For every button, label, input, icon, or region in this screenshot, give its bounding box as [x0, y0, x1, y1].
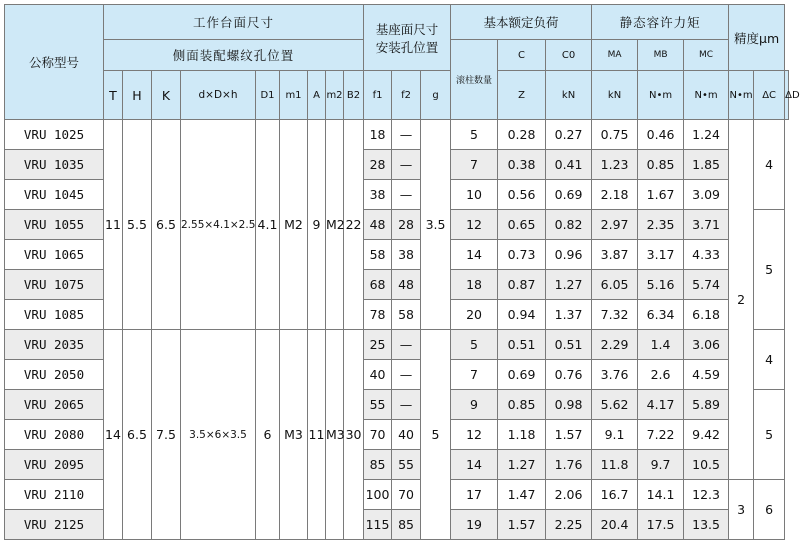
g2-m1: M3 — [280, 330, 308, 540]
delta-c-2: 3 — [729, 480, 754, 540]
g1-g: 3.5 — [421, 120, 451, 330]
ma-cell: 3.76 — [592, 360, 638, 390]
z-cell: 10 — [451, 180, 498, 210]
mc-cell: 3.09 — [684, 180, 729, 210]
g2-ddh: 3.5×6×3.5 — [181, 330, 256, 540]
g1-a: 9 — [308, 120, 326, 330]
g1-ddh: 2.55×4.1×2.5 — [181, 120, 256, 330]
c-cell: 0.69 — [498, 360, 546, 390]
ma-cell: 11.8 — [592, 450, 638, 480]
mc-cell: 1.85 — [684, 150, 729, 180]
z-cell: 14 — [451, 450, 498, 480]
f2-cell: — — [392, 330, 421, 360]
header-moment: 静态容许力矩 — [592, 5, 729, 40]
header-b2: B2 — [344, 71, 364, 120]
mb-cell: 3.17 — [638, 240, 684, 270]
z-cell: 17 — [451, 480, 498, 510]
g2-d1: 6 — [256, 330, 280, 540]
model-cell: VRU 2035 — [5, 330, 104, 360]
c0-cell: 1.37 — [546, 300, 592, 330]
mb-cell: 9.7 — [638, 450, 684, 480]
model-cell: VRU 2095 — [5, 450, 104, 480]
model-cell: VRU 1065 — [5, 240, 104, 270]
ma-cell: 1.23 — [592, 150, 638, 180]
model-cell: VRU 1075 — [5, 270, 104, 300]
ma-cell: 2.18 — [592, 180, 638, 210]
model-cell: VRU 2065 — [5, 390, 104, 420]
header-m2: m2 — [326, 71, 344, 120]
g2-h: 6.5 — [123, 330, 152, 540]
z-cell: 5 — [451, 330, 498, 360]
header-roller-count: 滚柱数量 — [451, 40, 498, 120]
header-c0: C0 — [546, 40, 592, 71]
f1-cell: 28 — [364, 150, 392, 180]
table-row — [5, 120, 789, 150]
header-d1: D1 — [256, 71, 280, 120]
z-cell: 12 — [451, 210, 498, 240]
c0-cell: 0.27 — [546, 120, 592, 150]
mc-cell: 3.06 — [684, 330, 729, 360]
header-precision: 精度μm — [729, 5, 785, 71]
f1-cell: 48 — [364, 210, 392, 240]
model-cell: VRU 2125 — [5, 510, 104, 540]
g1-k: 6.5 — [152, 120, 181, 330]
ma-cell: 9.1 — [592, 420, 638, 450]
model-cell: VRU 1085 — [5, 300, 104, 330]
z-cell: 12 — [451, 420, 498, 450]
header-f2: f2 — [392, 71, 421, 120]
f1-cell: 25 — [364, 330, 392, 360]
mb-cell: 2.35 — [638, 210, 684, 240]
c-cell: 0.51 — [498, 330, 546, 360]
delta-c-1: 2 — [729, 120, 754, 480]
g1-h: 5.5 — [123, 120, 152, 330]
model-cell: VRU 2080 — [5, 420, 104, 450]
z-cell: 7 — [451, 150, 498, 180]
mb-cell: 6.34 — [638, 300, 684, 330]
mb-cell: 17.5 — [638, 510, 684, 540]
f1-cell: 58 — [364, 240, 392, 270]
z-cell: 14 — [451, 240, 498, 270]
mb-cell: 0.46 — [638, 120, 684, 150]
mc-cell: 1.24 — [684, 120, 729, 150]
mb-cell: 5.16 — [638, 270, 684, 300]
model-cell: VRU 1055 — [5, 210, 104, 240]
header-a: A — [308, 71, 326, 120]
f1-cell: 100 — [364, 480, 392, 510]
f2-cell: 85 — [392, 510, 421, 540]
ma-cell: 0.75 — [592, 120, 638, 150]
delta-d-3: 4 — [754, 330, 785, 390]
header-base-mount — [364, 5, 451, 71]
mb-cell: 1.4 — [638, 330, 684, 360]
c-cell: 1.57 — [498, 510, 546, 540]
header-work-table: 工作台面尺寸 — [104, 5, 364, 40]
c-cell: 0.94 — [498, 300, 546, 330]
c-cell: 0.87 — [498, 270, 546, 300]
delta-d-4: 5 — [754, 390, 785, 480]
f2-cell: — — [392, 360, 421, 390]
c-cell: 0.56 — [498, 180, 546, 210]
f1-cell: 70 — [364, 420, 392, 450]
mb-cell: 2.6 — [638, 360, 684, 390]
g2-g: 5 — [421, 330, 451, 540]
header-f1: f1 — [364, 71, 392, 120]
header-m1: m1 — [280, 71, 308, 120]
z-cell: 20 — [451, 300, 498, 330]
g2-k: 7.5 — [152, 330, 181, 540]
mb-cell: 4.17 — [638, 390, 684, 420]
mb-cell: 1.67 — [638, 180, 684, 210]
header-t: T — [104, 71, 123, 120]
header-c: C — [498, 40, 546, 71]
g2-a: 11 — [308, 330, 326, 540]
spec-table — [4, 4, 800, 540]
mc-cell: 13.5 — [684, 510, 729, 540]
f2-cell: 70 — [392, 480, 421, 510]
f1-cell: 40 — [364, 360, 392, 390]
c0-cell: 1.57 — [546, 420, 592, 450]
mc-cell: 6.18 — [684, 300, 729, 330]
delta-d-1: 4 — [754, 120, 785, 210]
mc-cell: 5.74 — [684, 270, 729, 300]
delta-d-2: 5 — [754, 210, 785, 330]
g2-t: 14 — [104, 330, 123, 540]
header-h: H — [123, 71, 152, 120]
header-ddh: d×D×h — [181, 71, 256, 120]
f2-cell: 48 — [392, 270, 421, 300]
c0-cell: 0.82 — [546, 210, 592, 240]
g1-m2: M2 — [326, 120, 344, 330]
c-cell: 0.85 — [498, 390, 546, 420]
header-side-mount: 侧面装配螺纹孔位置 — [104, 40, 364, 71]
f1-cell: 115 — [364, 510, 392, 540]
c0-cell: 0.98 — [546, 390, 592, 420]
g1-b2: 22 — [344, 120, 364, 330]
header-base-mount-line1: 基座面尺寸 — [375, 21, 439, 37]
header-g: g — [421, 71, 451, 120]
f1-cell: 68 — [364, 270, 392, 300]
ma-cell: 7.32 — [592, 300, 638, 330]
f2-cell: — — [392, 150, 421, 180]
ma-cell: 2.97 — [592, 210, 638, 240]
c0-cell: 2.06 — [546, 480, 592, 510]
c-cell: 1.18 — [498, 420, 546, 450]
header-c0-unit: kN — [592, 71, 638, 120]
z-cell: 9 — [451, 390, 498, 420]
f2-cell: 38 — [392, 240, 421, 270]
c0-cell: 1.76 — [546, 450, 592, 480]
header-delta-c: ΔC — [754, 71, 785, 120]
header-model: 公称型号 — [5, 5, 104, 120]
f2-cell: 55 — [392, 450, 421, 480]
f1-cell: 55 — [364, 390, 392, 420]
ma-cell: 5.62 — [592, 390, 638, 420]
c0-cell: 2.25 — [546, 510, 592, 540]
g1-m1: M2 — [280, 120, 308, 330]
ma-cell: 3.87 — [592, 240, 638, 270]
header-ma: MA — [592, 40, 638, 71]
c0-cell: 0.51 — [546, 330, 592, 360]
f1-cell: 18 — [364, 120, 392, 150]
c0-cell: 0.69 — [546, 180, 592, 210]
c0-cell: 0.41 — [546, 150, 592, 180]
z-cell: 19 — [451, 510, 498, 540]
ma-cell: 2.29 — [592, 330, 638, 360]
ma-cell: 20.4 — [592, 510, 638, 540]
model-cell: VRU 2050 — [5, 360, 104, 390]
f1-cell: 85 — [364, 450, 392, 480]
header-base-mount-line2: 安装孔位置 — [375, 39, 439, 55]
c-cell: 0.65 — [498, 210, 546, 240]
mb-cell: 0.85 — [638, 150, 684, 180]
c-cell: 0.28 — [498, 120, 546, 150]
header-load: 基本额定负荷 — [451, 5, 592, 40]
model-cell: VRU 1045 — [5, 180, 104, 210]
z-cell: 18 — [451, 270, 498, 300]
c0-cell: 1.27 — [546, 270, 592, 300]
c-cell: 0.73 — [498, 240, 546, 270]
header-mc-unit: N•m — [729, 71, 754, 120]
mc-cell: 3.71 — [684, 210, 729, 240]
mb-cell: 14.1 — [638, 480, 684, 510]
c-cell: 1.47 — [498, 480, 546, 510]
f2-cell: — — [392, 390, 421, 420]
header-delta-d: ΔD — [785, 71, 789, 120]
header-ma-unit: N•m — [638, 71, 684, 120]
g2-m2: M3 — [326, 330, 344, 540]
header-mb-unit: N•m — [684, 71, 729, 120]
mc-cell: 5.89 — [684, 390, 729, 420]
model-cell: VRU 2110 — [5, 480, 104, 510]
delta-d-5: 6 — [754, 480, 785, 540]
f2-cell: 40 — [392, 420, 421, 450]
header-mb: MB — [638, 40, 684, 71]
g1-t: 11 — [104, 120, 123, 330]
c0-cell: 0.76 — [546, 360, 592, 390]
mc-cell: 4.33 — [684, 240, 729, 270]
model-cell: VRU 1025 — [5, 120, 104, 150]
mc-cell: 4.59 — [684, 360, 729, 390]
header-c-unit: kN — [546, 71, 592, 120]
model-cell: VRU 1035 — [5, 150, 104, 180]
f2-cell: 28 — [392, 210, 421, 240]
f1-cell: 78 — [364, 300, 392, 330]
z-cell: 7 — [451, 360, 498, 390]
g2-b2: 30 — [344, 330, 364, 540]
mb-cell: 7.22 — [638, 420, 684, 450]
ma-cell: 16.7 — [592, 480, 638, 510]
f1-cell: 38 — [364, 180, 392, 210]
c0-cell: 0.96 — [546, 240, 592, 270]
mc-cell: 9.42 — [684, 420, 729, 450]
header-z: Z — [498, 71, 546, 120]
f2-cell: — — [392, 180, 421, 210]
ma-cell: 6.05 — [592, 270, 638, 300]
z-cell: 5 — [451, 120, 498, 150]
c-cell: 0.38 — [498, 150, 546, 180]
header-k: K — [152, 71, 181, 120]
c-cell: 1.27 — [498, 450, 546, 480]
header-mc: MC — [684, 40, 729, 71]
mc-cell: 10.5 — [684, 450, 729, 480]
table-row — [5, 330, 789, 360]
f2-cell: — — [392, 120, 421, 150]
mc-cell: 12.3 — [684, 480, 729, 510]
f2-cell: 58 — [392, 300, 421, 330]
g1-d1: 4.1 — [256, 120, 280, 330]
